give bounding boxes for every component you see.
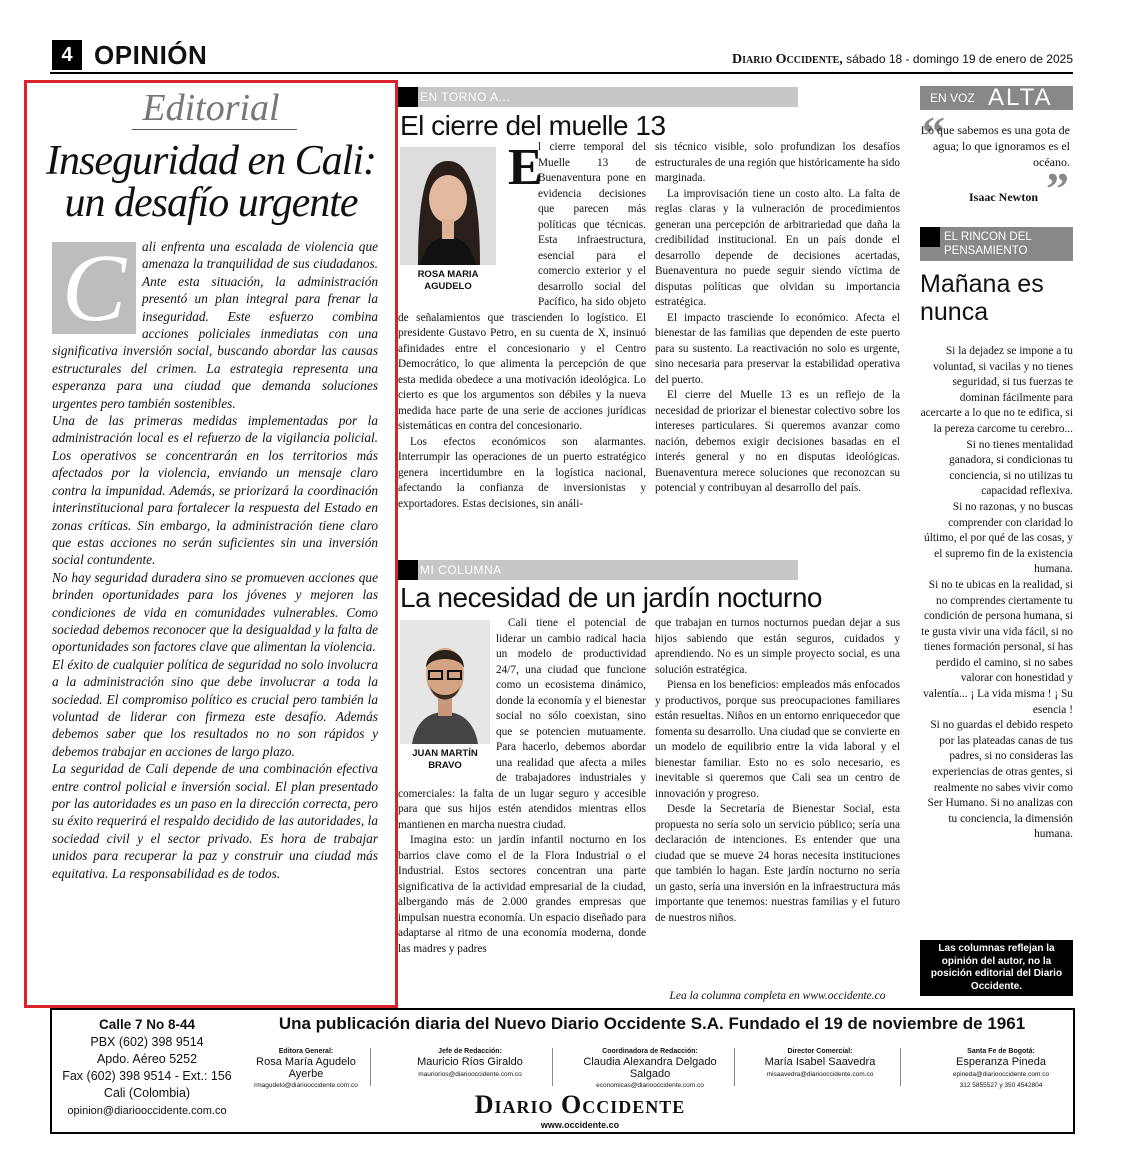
quote-text: Lo que sabemos es una gota de agua; lo que ignoramos es el océano.: [920, 123, 1070, 169]
poem-stanza: Si no guardas el debido respeto por las plateadas canas de tus padres, si no consideras las experiencias de otras gentes, si realmente no sabes vivir como Ser Humano. Si no analizas con tu conciencia, la dimensión humana.: [927, 719, 1073, 841]
page-number: 4: [52, 40, 82, 70]
staff-entry: [580, 1046, 720, 1091]
article-column: [655, 616, 900, 926]
voz-label: EN VOZ: [930, 91, 975, 105]
poem-stanza: Si no te ubicas en la realidad, si no comprendes ciertamente tu condición de persona humana, si te gusta vivir una vida fácil, si no tienes formación personal, si has perdido el camino, si no sabes valorar con honestidad y valentía... ¡ La vida misma ! ¡ Su esencia !: [921, 578, 1073, 716]
kicker-text: MI COLUMNA: [420, 563, 502, 577]
disclaimer-box: Las columnas reflejan la opinión del autor, no la posición editorial del Diario Occidente.: [920, 940, 1073, 996]
article-paragraph: Desde la Secretaría de Bienestar Social, esta propuesta no sería solo un servicio público; sería una declaración de intenciones. Es entender que una ciudad que se mueve 24 horas necesita instituciones que también lo hagan. Este jardín nocturno no sería un gasto, sería una inversión en la infraestructura más importante que tenemos: nuestras familias y el futuro de nuestros niños.: [655, 803, 900, 924]
header-rule: [50, 72, 1073, 74]
newspaper-logo: Diario Occidente: [474, 1090, 686, 1119]
article-paragraph: Imagina esto: un jardín infantil nocturno en los barrios clave como el de la Flora Industrial o el Industrial. Estos sectores concentran una parte significativa de la actividad empresarial de la ciudad, albergando más de 2.000 grandes empresas que impulsan nuestra economía. Un espacio diseñado para adaptarse al ritmo de una economía moderna, donde las madres y padres: [398, 834, 646, 955]
staff-email[interactable]: misaavedra@diariooccidente.com.co: [766, 1070, 874, 1078]
editorial-paragraph: La seguridad de Cali depende de una combinación efectiva entre control policial e inversión social. El plan presentado por las autoridades es un paso en la dirección correcta, pero su éxito requerirá el respaldo decidido de las autoridades, la sociedad civil y el sector privado. Es hora de trabajar unidos para recuperar la paz y construir una ciudad más equitativa. La responsabilidad es de todos.: [52, 761, 378, 881]
poem-stanza: Si la dejadez se impone a tu voluntad, si vacilas y no tienes seguridad, si tus fuerzas te dominan fácilmente para acercarte a lo que no te edifica, si la pereza carcome tu cerebro...: [920, 345, 1073, 435]
read-more-link[interactable]: Lea la columna completa en www.occidente.co: [669, 990, 886, 1002]
po-box-line: Apdo. Aéreo 5252: [96, 1052, 198, 1066]
rincon-header: EL RINCON DEL PENSAMIENTO: [920, 227, 1073, 261]
open-quote-icon: “: [922, 107, 945, 158]
author-caption: ROSA MARIA AGUDELO: [417, 269, 479, 292]
publication-line: Una publicación diaria del Nuevo Diario Occidente S.A. Fundado el 19 de noviembre de 1961: [278, 1014, 1026, 1033]
staff-email[interactable]: mauriorios@diariooccidente.com.co: [418, 1070, 522, 1078]
staff-name: Esperanza Pineda: [956, 1056, 1046, 1068]
kicker-mi-columna: [398, 560, 798, 580]
author-caption: JUAN MARTÍN BRAVO: [412, 748, 478, 771]
section-title: OPINIÓN: [94, 40, 208, 70]
staff-email[interactable]: epineda@diariooccidente.com.co: [952, 1070, 1050, 1078]
poem-text: [920, 344, 1073, 843]
staff-role: Director Comercial:: [787, 1048, 853, 1055]
website-link[interactable]: www.occidente.co: [540, 1120, 620, 1130]
article-paragraph: Piensa en los beneficios: empleados más enfocados y productivos, porque sus preocupaciones familiares están resueltas. Niños en un entorno enriquecedor que fomenta su desarrollo. Una ciudad que se convierte en un modelo de equilibrio entre la vida laboral y el bienestar familiar. Esto no es solo necesario, es inevitable si queremos que Cali sea un centro de innovación y progreso.: [655, 679, 900, 800]
quote-author: Isaac Newton: [969, 190, 1038, 204]
editorial-paragraph: ali enfrenta una escalada de violencia que amenaza la tranquilidad de sus ciudadanos. Ante esta situación, la administración presentó un plan integral para frenar la inseguridad. Este esfuerzo combina acciones policiales inmediatas con una significativa inversión social, buscando abordar las causas estructurales del crimen. La estrategia representa una esperanza para una ciudad que demanda soluciones urgentes pero también sostenibles.: [52, 239, 378, 411]
editorial-label: Editorial: [142, 87, 280, 129]
article-title: La necesidad de un jardín nocturno: [400, 582, 822, 613]
float-space: [398, 616, 496, 785]
article-paragraph: El impacto trasciende lo económico. Afecta el bienestar de las familias que dependen de este puerto para su sustento. La reactivación no solo es urgente, sino necesaria para preservar la estabilidad operativa del puerto.: [655, 311, 900, 386]
staff-role: Editora General:: [278, 1048, 334, 1055]
kicker-en-torno: [398, 87, 798, 107]
article-column: [398, 616, 646, 957]
article-paragraph: l cierre temporal del Muelle 13 de Buenaventura pone en evidencia decisiones que parecen más políticas que técnicas. Esta infraestructura, esencial para el comercio exterior y el desarrollo social del Pacífico, ha sido objeto de señalamientos que trascienden lo logístico. El presidente Gustavo Petro, en su cuenta de X, insinuó afinidades entre el concesionario y el Centro Democrático, lo que alimenta la percepción de que esta medida obedece a una motivación ideológica. Lo cierto es que los argumentos son débiles y la nueva medida hace parte de una serie de acciones jurídicas sistemáticas en contra del concesionario.: [398, 141, 646, 432]
article-paragraph: El cierre del Muelle 13 es un reflejo de la necesidad de priorizar el bienestar colectivo sobre los intereses particulares. Si queremos avanzar como nación, debemos exigir decisiones basadas en el interés general y no en disputas ideológicas. Buenaventura merece soluciones que reconozcan su potencial y contribuyan al desarrollo del país.: [655, 389, 900, 494]
staff-email[interactable]: rmagudelo@diariooccidente.com.co: [254, 1082, 358, 1089]
staff-entry: [758, 1046, 882, 1080]
article-paragraph: La improvisación tiene un costo alto. La falta de reglas claras y la vulneración de procedimientos generan una percepción de arbitrariedad que daña la credibilidad institucional. En un país donde el desarrollo depende de decisiones acertadas, Buenaventura no puede seguir siendo víctima de disputas políticas que olvidan su importancia estratégica.: [655, 187, 900, 308]
staff-name: María Isabel Saavedra: [764, 1056, 876, 1068]
staff-name: Claudia Alexandra Delgado Salgado: [583, 1056, 717, 1080]
editorial-title: Inseguridad en Cali: un desafío urgente: [46, 138, 376, 226]
staff-email[interactable]: economicas@diariooccidente.com.co: [596, 1082, 704, 1089]
editorial-paragraph: Una de las primeras medidas implementadas por la administración local es el refuerzo de la vigilancia policial. Los operativos se concentrarán en los territorios más afectados por la violencia, enviando un mensaje claro contra la impunidad. Además, se priorizará la coordinación interinstitucional para fortalecer la respuesta del Estado en zonas críticas. Sin embargo, la administración tiene claro que estas acciones no serán suficientes sin una inversión social contundente.: [52, 413, 378, 568]
rincon-title: Mañana es nunca: [920, 270, 1044, 326]
editorial-rule: [132, 129, 297, 130]
staff-name: Rosa María Agudelo Ayerbe: [256, 1056, 356, 1080]
paper-name: Diario Occidente,: [732, 52, 843, 67]
staff-phone: 312 5855527 y 350 4542804: [959, 1081, 1043, 1089]
staff-entry: [946, 1046, 1056, 1091]
separator: [370, 1048, 371, 1086]
staff-entry: [244, 1046, 368, 1091]
separator: [734, 1048, 735, 1086]
editorial-dropcap: C: [52, 242, 136, 334]
editorial-paragraph: El éxito de cualquier política de seguridad no solo involucra a la administración sino que debe involucrar a toda la sociedad. El compromiso político es crucial pero también la voluntad de liderar con firmeza este desafío. Además debemos saber que los resultados no no son rápidos y debemos trabajar en acciones de largo plazo.: [52, 656, 378, 759]
editorial-paragraph: No hay seguridad duradera sino se promueven acciones que brinden oportunidades para los jóvenes y mejoren las condiciones de vida en comunidades vulnerables. Como sociedad debemos reconocer que la desigualdad y la falta de oportunidades son factores clave que alimentan la violencia.: [52, 569, 378, 655]
article-title: El cierre del muelle 13: [400, 110, 666, 141]
address-block: [52, 1016, 242, 1120]
email-link[interactable]: opinion@diariooccidente.com.co: [67, 1105, 227, 1117]
staff-entry: [408, 1046, 532, 1080]
issue-date: sábado 18 - domingo 19 de enero de 2025: [846, 52, 1073, 66]
kicker-text: EN TORNO A...: [420, 90, 511, 104]
article-dropcap: E: [508, 139, 543, 196]
rincon-marker: [920, 227, 940, 247]
staff-name: Mauricio Ríos Giraldo: [417, 1056, 523, 1068]
alta-label: ALTA: [988, 84, 1053, 111]
article-column: [655, 140, 900, 497]
article-paragraph: sis técnico visible, solo profundizan los desafíos estructurales de una región que históricamente ha sido marginada.: [655, 141, 900, 184]
close-quote-icon: ”: [1046, 163, 1069, 214]
staff-role: Santa Fe de Bogotá:: [967, 1048, 1035, 1055]
address-line: Calle 7 No 8-44: [98, 1017, 196, 1032]
article-paragraph: Los efectos económicos son alarmantes. Interrumpir las operaciones de un puerto estratégico genera incertidumbre en la logística nacional, afectando la confianza de inversionistas y exportadores. Estas decisiones, sin análi-: [398, 435, 646, 510]
phone-line: PBX (602) 398 9514: [90, 1035, 204, 1049]
article-paragraph: Cali tiene el potencial de liderar un cambio radical hacia un modelo de productividad 24/7, una ciudad que funcione como un ecosistema dinámico, donde la economía y el bienestar social no sólo coexistan, sino que se potencien mutuamente. Para hacerlo, debemos abordar una realidad que afecta a miles de trabajadores industriales y comerciales: la falta de un lugar seguro y accesible para que sus hijos estén atendidos mientras ellos mantienen en marcha nuestra ciudad.: [398, 617, 646, 831]
city-line: Cali (Colombia): [103, 1086, 191, 1100]
dateline: [732, 52, 1073, 68]
separator: [900, 1048, 901, 1086]
article-column: [398, 140, 646, 512]
float-space: [398, 140, 538, 297]
fax-line: Fax (602) 398 9514 - Ext.: 156: [62, 1069, 232, 1083]
poem-stanza: Si no tienes mentalidad ganadora, si condicionas tu conciencia, si no utilizas tu capacidad reflexiva.: [949, 438, 1073, 498]
staff-role: Jefe de Redacción:: [438, 1048, 502, 1055]
separator: [552, 1048, 553, 1086]
article-paragraph: que trabajan en turnos nocturnos puedan dejar a sus hijos sabiendo que están seguros, cuidados y aprendiendo. No es un simple proyecto social, es una solución estratégica.: [655, 617, 900, 676]
poem-stanza: Si no razonas, y no buscas comprender con claridad lo último, el por qué de las cosas, y el supremo fin de la existencia humana.: [924, 500, 1073, 576]
staff-role: Coordinadora de Redacción:: [602, 1048, 698, 1055]
